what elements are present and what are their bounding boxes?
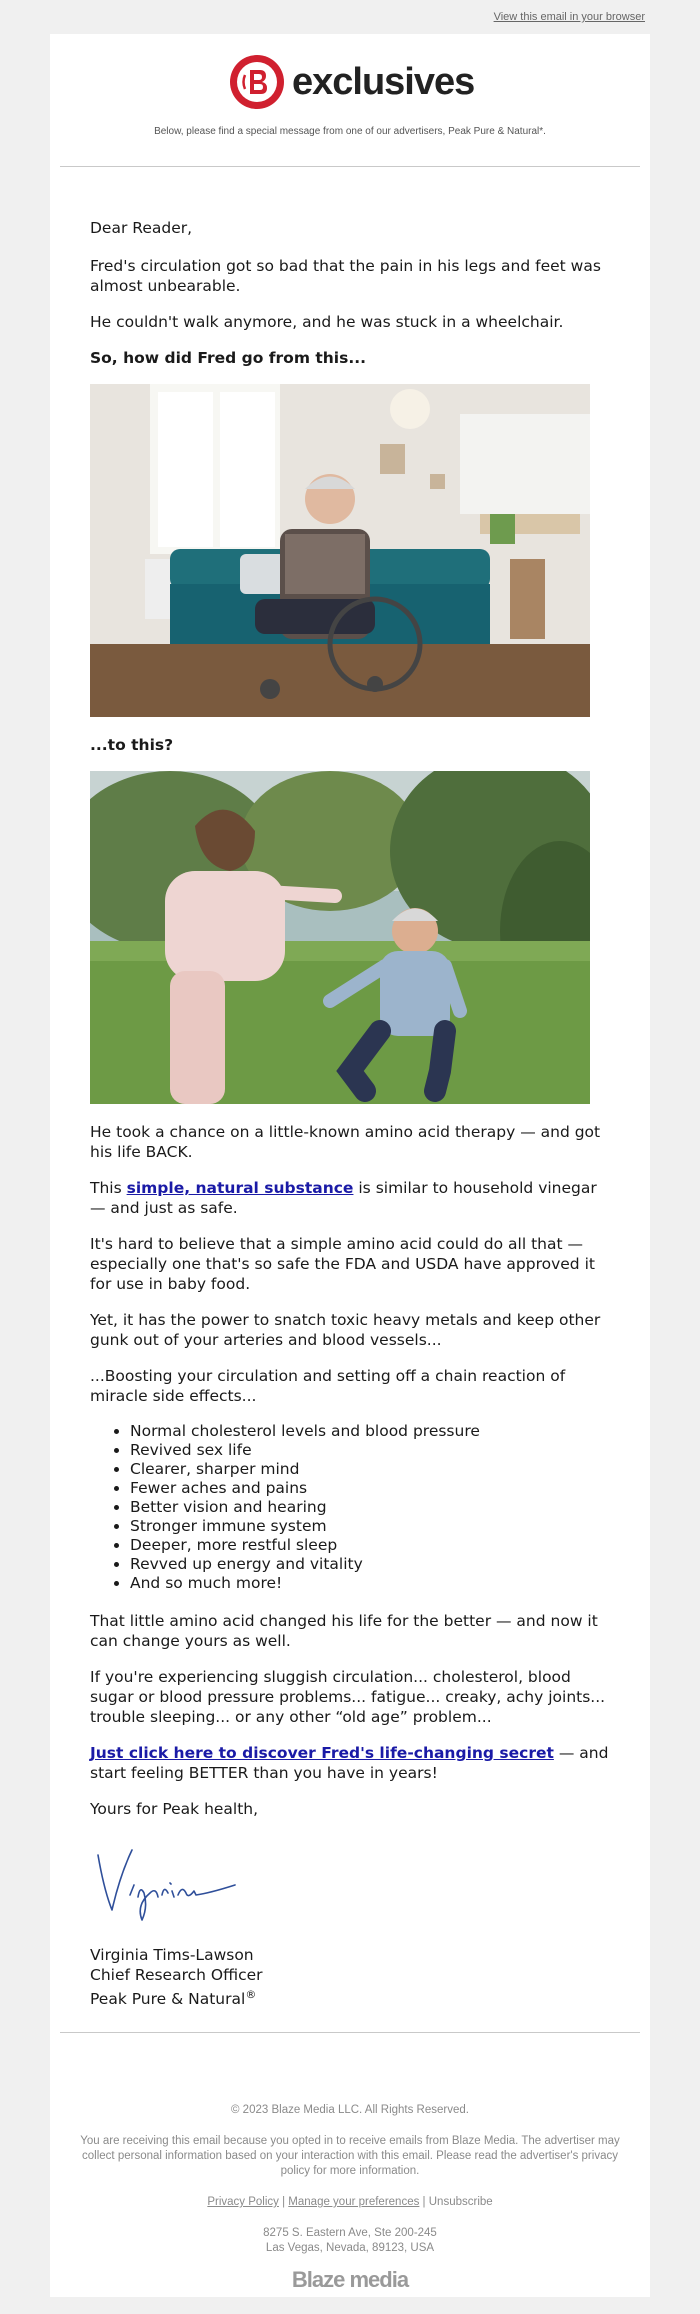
paragraph-text: — and start feeling BETTER than you have in years! xyxy=(90,1744,609,1782)
list-item: • Normal cholesterol levels and blood pressure xyxy=(130,1422,615,1441)
paragraph: If you're experiencing sluggish circulation... cholesterol, blood sugar or blood pressure problems... fatigue... creaky, achy joints... trouble sleeping... or any other “old age” problem... xyxy=(90,1668,606,1726)
paragraph: He couldn't walk anymore, and he was stuck in a wheelchair. xyxy=(90,313,564,331)
paragraph: That little amino acid changed his life for the better — and now it can change yours as well. xyxy=(90,1612,598,1650)
paragraph-text: This xyxy=(90,1179,127,1197)
signatory-name: Virginia Tims-Lawson xyxy=(90,1946,254,1964)
legal-notice: You are receiving this email because you opted in to receive emails from Blaze Media. The advertiser may collect personal information based on your interaction with this email. Please read the advertiser's privacy policy for more information. xyxy=(80,2135,620,2177)
list-item: • And so much more! xyxy=(130,1574,615,1593)
wheelchair-photo[interactable] xyxy=(90,384,590,717)
list-item: • Revved up energy and vitality xyxy=(130,1555,615,1574)
paragraph: Fred's circulation got so bad that the pain in his legs and feet was almost unbearable. xyxy=(90,257,601,295)
postal-address xyxy=(50,2226,650,2256)
privacy-policy-link[interactable]: Privacy Policy xyxy=(207,2196,279,2208)
natural-substance-link[interactable]: simple, natural substance xyxy=(126,1179,354,1197)
list-item: • Stronger immune system xyxy=(130,1517,615,1536)
closing: Yours for Peak health, xyxy=(90,1800,259,1818)
address-line: 8275 S. Eastern Ave, Ste 200-245 xyxy=(263,2227,437,2239)
signatory-company xyxy=(90,1985,615,2009)
list-item: • Deeper, more restful sleep xyxy=(130,1536,615,1555)
exclusives-logo xyxy=(230,54,474,110)
header-divider xyxy=(60,166,640,167)
company-name: Peak Pure & Natural xyxy=(90,1990,246,2009)
manage-preferences-link[interactable]: Manage your preferences xyxy=(288,2196,420,2208)
signatory xyxy=(90,1945,615,2009)
paragraph xyxy=(90,1743,615,1783)
advertiser-notice: Below, please find a special message from one of our advertisers, Peak Pure & Natural*. xyxy=(154,126,546,137)
handwritten-signature xyxy=(90,1835,240,1925)
paragraph: It's hard to believe that a simple amino acid could do all that — especially one that's so safe the FDA and USDA have approved it for use in baby food. xyxy=(90,1235,595,1293)
cta-link[interactable]: Just click here to discover Fred's life-changing secret xyxy=(90,1744,554,1762)
park-photo[interactable] xyxy=(90,771,590,1104)
copyright: © 2023 Blaze Media LLC. All Rights Reserved. xyxy=(231,2104,469,2116)
benefits-list xyxy=(130,1422,615,1593)
registered-mark: ® xyxy=(245,1988,257,2001)
email-header xyxy=(50,34,650,166)
list-item: • Revived sex life xyxy=(130,1441,615,1460)
greeting: Dear Reader, xyxy=(90,219,193,237)
blaze-logo-icon xyxy=(230,55,284,109)
link-separator: | xyxy=(419,2196,429,2208)
section-heading: ...to this? xyxy=(90,736,174,754)
view-in-browser-link[interactable]: View this email in your browser xyxy=(493,11,645,23)
signatory-title: Chief Research Officer xyxy=(90,1966,263,1984)
list-item: • Clearer, sharper mind xyxy=(130,1460,615,1479)
email-card xyxy=(50,34,650,2297)
blaze-media-logo: Blaze media xyxy=(291,2267,409,2292)
email-body xyxy=(90,218,615,2009)
logo-text: exclusives xyxy=(292,60,475,103)
paragraph xyxy=(90,1178,615,1218)
unsubscribe-link[interactable]: Unsubscribe xyxy=(428,2196,493,2208)
footer-divider xyxy=(60,2032,640,2033)
paragraph: He took a chance on a little-known amino acid therapy — and got his life BACK. xyxy=(90,1123,601,1161)
section-heading: So, how did Fred go from this... xyxy=(90,349,367,367)
link-separator: | xyxy=(278,2196,289,2208)
email-footer xyxy=(50,2077,650,2292)
paragraph: ...Boosting your circulation and setting off a chain reaction of miracle side effects... xyxy=(90,1367,566,1405)
paragraph-text: is similar to household vinegar — and just as safe. xyxy=(90,1179,597,1217)
address-line: Las Vegas, Nevada, 89123, USA xyxy=(265,2242,435,2254)
paragraph: Yet, it has the power to snatch toxic heavy metals and keep other gunk out of your arteries and blood vessels... xyxy=(90,1311,601,1349)
list-item: • Better vision and hearing xyxy=(130,1498,615,1517)
list-item: • Fewer aches and pains xyxy=(130,1479,615,1498)
footer-links xyxy=(50,2195,650,2210)
top-bar xyxy=(0,0,700,34)
